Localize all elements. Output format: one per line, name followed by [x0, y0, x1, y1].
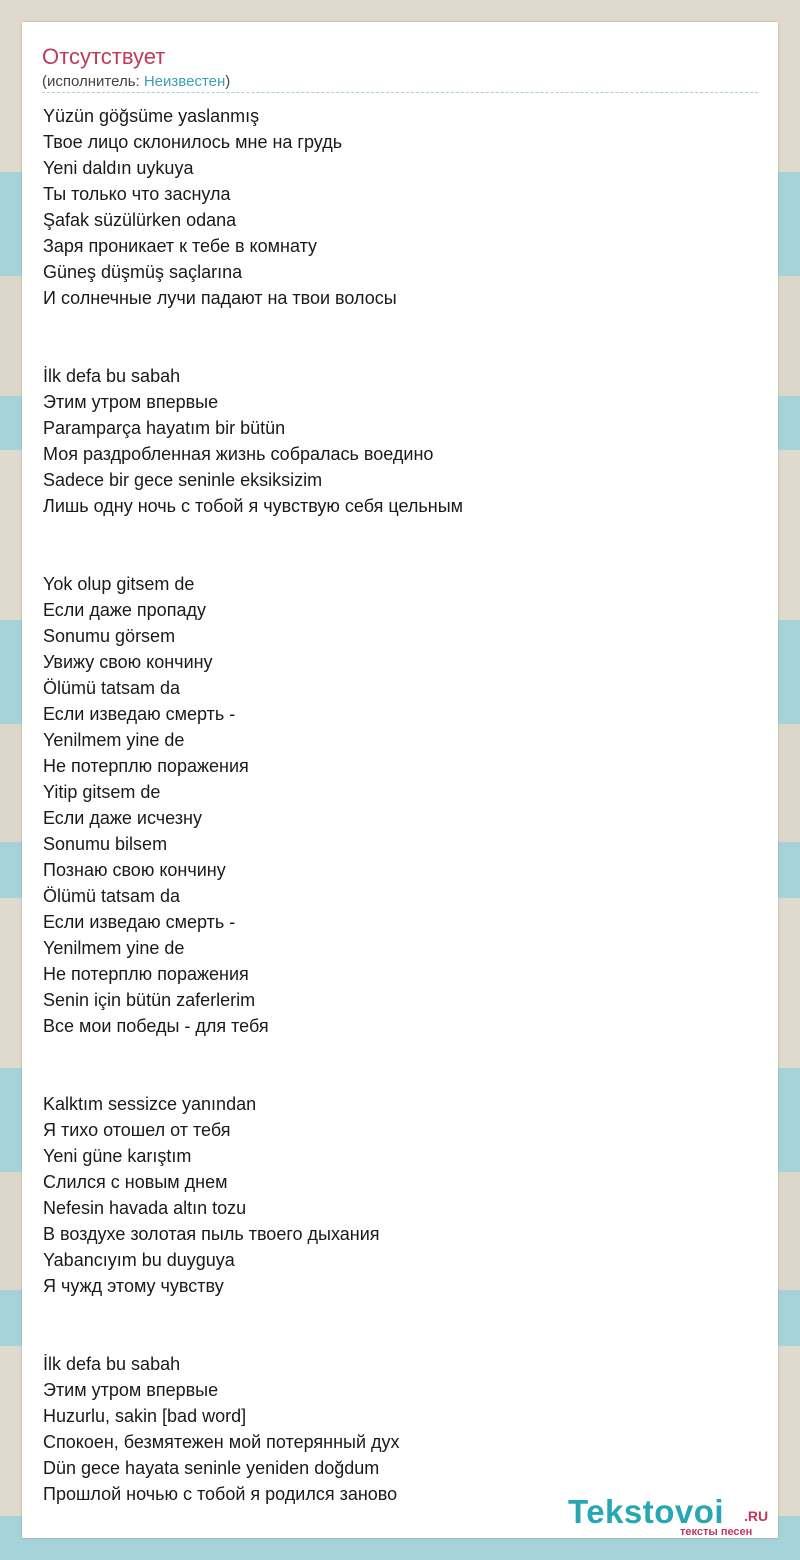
- lyric-line: Sadece bir gece seninle eksiksizim: [43, 470, 323, 490]
- lyric-line: Я тихо отошел от тебя: [43, 1120, 231, 1140]
- lyric-line: Yabancıyım bu duyguya: [43, 1250, 235, 1270]
- lyric-line: Моя раздробленная жизнь собралась воедино: [43, 444, 434, 464]
- lyric-line: Sonumu bilsem: [43, 834, 168, 854]
- lyric-line: Ölümü tatsam da: [43, 886, 181, 906]
- lyric-line: Не потерплю поражения: [43, 756, 249, 776]
- lyric-line: Лишь одну ночь с тобой я чувствую себя цельным: [43, 496, 464, 516]
- lyric-line: Yitip gitsem de: [43, 782, 161, 802]
- lyric-line: Yok olup gitsem de: [43, 574, 195, 594]
- lyric-line: Güneş düşmüş saçlarına: [43, 262, 243, 282]
- lyric-line: [43, 1039, 463, 1065]
- lyric-line: İlk defa bu sabah: [43, 1354, 181, 1374]
- lyric-line: [43, 337, 463, 363]
- artist-prefix: (исполнитель:: [42, 73, 144, 90]
- song-title: Отсутствует: [42, 44, 166, 69]
- logo-name: Tekstovoi: [568, 1493, 725, 1530]
- lyric-line: Ölümü tatsam da: [43, 678, 181, 698]
- lyric-line: Познаю свою кончину: [43, 860, 226, 880]
- artist-link[interactable]: Неизвестен: [143, 73, 226, 90]
- lyric-line: Yeni daldın uykuya: [43, 158, 194, 178]
- lyrics-card: [22, 22, 778, 1538]
- lyric-line: Прошлой ночью с тобой я родился заново: [43, 1484, 398, 1504]
- lyric-line: Спокоен, безмятежен мой потерянный дух: [43, 1432, 400, 1452]
- lyric-line: [43, 545, 463, 571]
- lyric-line: Не потерплю поражения: [43, 964, 249, 984]
- lyric-line: И солнечные лучи падают на твои волосы: [43, 288, 397, 308]
- lyric-line: Yeni güne karıştım: [43, 1146, 192, 1166]
- lyric-line: [43, 1065, 463, 1091]
- lyric-line: Yenilmem yine de: [43, 938, 185, 958]
- lyric-line: Если изведаю смерть -: [43, 704, 236, 724]
- lyric-line: Senin için bütün zaferlerim: [43, 990, 256, 1010]
- lyric-line: Увижу свою кончину: [43, 652, 213, 672]
- artist-suffix: ): [225, 73, 231, 90]
- artist-line: [42, 72, 230, 92]
- lyric-line: Этим утром впервые: [43, 392, 219, 412]
- lyric-line: Huzurlu, sakin [bad word]: [43, 1406, 247, 1426]
- lyrics-list: [43, 103, 463, 1507]
- lyric-line: [43, 1299, 463, 1325]
- lyric-line: Слился с новым днем: [43, 1172, 228, 1192]
- logo-tld: .RU: [744, 1508, 769, 1524]
- site-logo[interactable]: [568, 1494, 778, 1538]
- lyric-line: Если даже исчезну: [43, 808, 202, 828]
- lyric-line: Şafak süzülürken odana: [43, 210, 237, 230]
- lyric-line: Sonumu görsem: [43, 626, 176, 646]
- lyric-line: Твое лицо склонилось мне на грудь: [43, 132, 343, 152]
- lyric-line: Если даже пропаду: [43, 600, 206, 620]
- lyric-line: Все мои победы - для тебя: [43, 1016, 269, 1036]
- title-divider: [42, 92, 758, 93]
- lyric-line: Yenilmem yine de: [43, 730, 185, 750]
- lyric-line: Ты только что заснула: [43, 184, 231, 204]
- lyric-line: Этим утром впервые: [43, 1380, 219, 1400]
- lyric-line: Paramparça hayatım bir bütün: [43, 418, 286, 438]
- lyric-line: Заря проникает к тебе в комнату: [43, 236, 318, 256]
- logo-tagline: тексты песен: [680, 1526, 753, 1538]
- lyric-line: [43, 1325, 463, 1351]
- lyric-line: Kalktım sessizce yanından: [43, 1094, 257, 1114]
- lyric-line: [43, 519, 463, 545]
- lyric-line: Я чужд этому чувству: [43, 1276, 224, 1296]
- lyric-line: В воздухе золотая пыль твоего дыхания: [43, 1224, 380, 1244]
- lyric-line: Dün gece hayata seninle yeniden doğdum: [43, 1458, 380, 1478]
- lyric-line: Yüzün göğsüme yaslanmış: [43, 106, 260, 126]
- lyric-line: [43, 311, 463, 337]
- lyric-line: Nefesin havada altın tozu: [43, 1198, 247, 1218]
- lyric-line: İlk defa bu sabah: [43, 366, 181, 386]
- lyric-line: Если изведаю смерть -: [43, 912, 236, 932]
